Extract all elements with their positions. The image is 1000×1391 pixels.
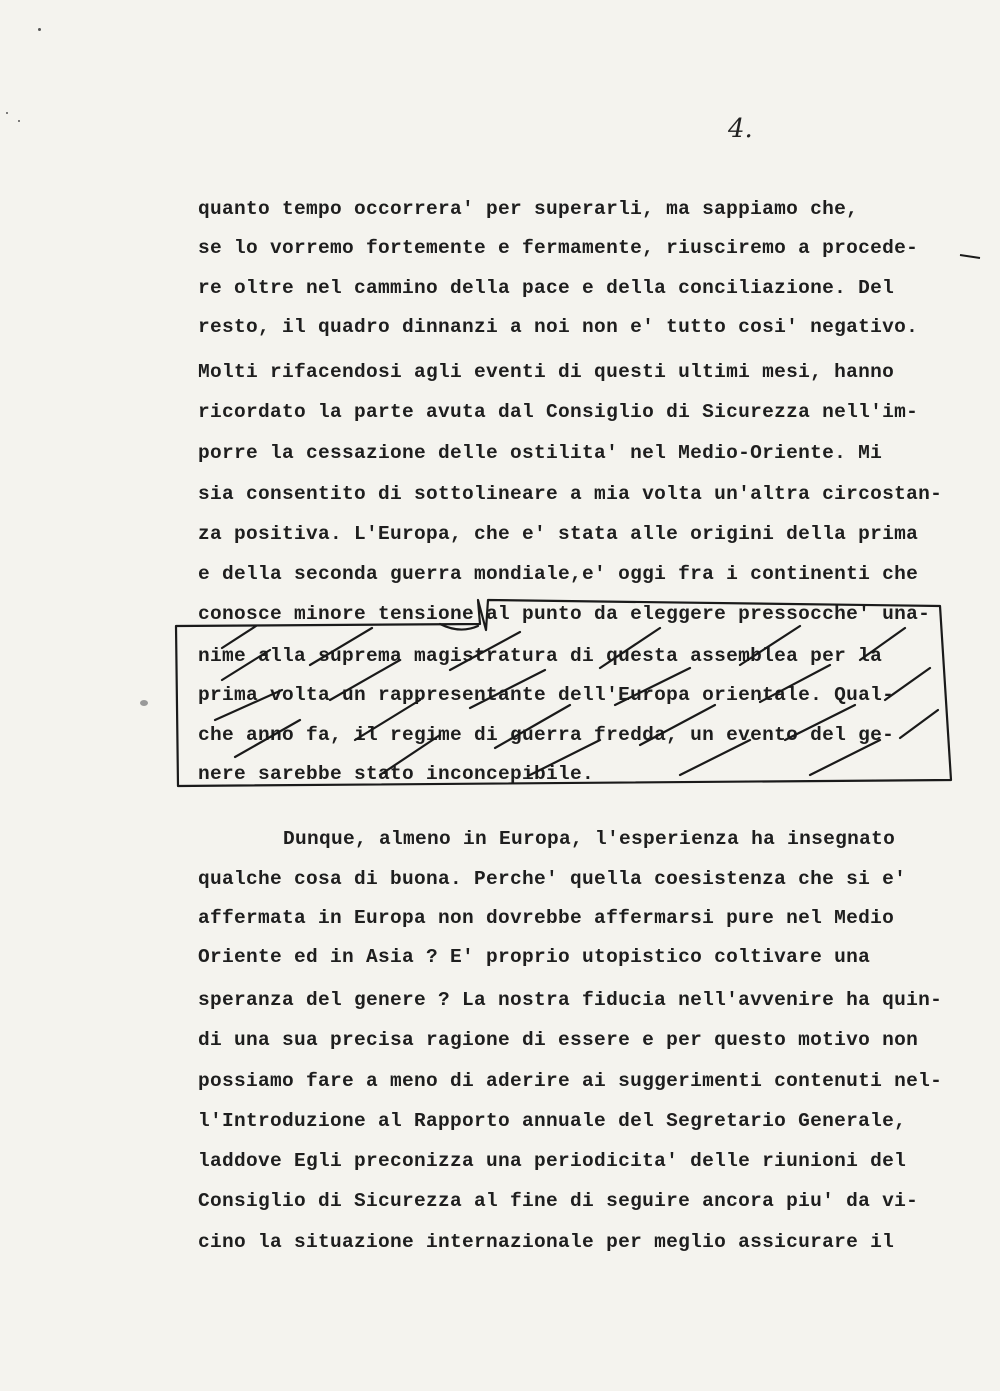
text-line: l'Introduzione al Rapporto annuale del Segretario Generale, xyxy=(198,1110,907,1132)
text-line: cino la situazione internazionale per meglio assicurare il xyxy=(198,1231,895,1253)
text-line: prima volta un rappresentante dell'Europa orientale. Qual- xyxy=(198,684,895,706)
text-line: se lo vorremo fortemente e fermamente, riusciremo a procede- xyxy=(198,237,919,259)
text-line: Molti rifacendosi agli eventi di questi ultimi mesi, hanno xyxy=(198,361,895,383)
text-line: qualche cosa di buona. Perche' quella coesistenza che si e' xyxy=(198,868,907,890)
text-line: affermata in Europa non dovrebbe affermarsi pure nel Medio xyxy=(198,907,895,929)
page-number: 4. xyxy=(728,114,753,144)
paper-speck xyxy=(140,700,148,706)
text-line: Dunque, almeno in Europa, l'esperienza ha insegnato xyxy=(283,828,896,850)
text-line: nere sarebbe stato inconcepibile. xyxy=(198,763,595,785)
text-line: Oriente ed in Asia ? E' proprio utopistico coltivare una xyxy=(198,946,871,968)
text-line: resto, il quadro dinnanzi a noi non e' tutto cosi' negativo. xyxy=(198,316,919,338)
text-line: re oltre nel cammino della pace e della conciliazione. Del xyxy=(198,277,895,299)
text-line: quanto tempo occorrera' per superarli, ma sappiamo che, xyxy=(198,198,859,220)
text-line: sia consentito di sottolineare a mia volta un'altra circostan- xyxy=(198,483,943,505)
text-line: za positiva. L'Europa, che e' stata alle origini della prima xyxy=(198,523,919,545)
text-line: porre la cessazione delle ostilita' nel Medio-Oriente. Mi xyxy=(198,442,883,464)
text-line: speranza del genere ? La nostra fiducia nell'avvenire ha quin- xyxy=(198,989,943,1011)
text-line: e della seconda guerra mondiale,e' oggi fra i continenti che xyxy=(198,563,919,585)
paper-speck xyxy=(18,120,20,122)
paper-speck xyxy=(38,28,41,31)
text-line: nime alla suprema magistratura di questa assemblea per la xyxy=(198,645,883,667)
text-line: conosce minore tensione al punto da eleggere pressocche' una- xyxy=(198,603,931,625)
text-line: possiamo fare a meno di aderire ai suggerimenti contenuti nel- xyxy=(198,1070,943,1092)
text-line: che anno fa, il regime di guerra fredda, un evento del ge- xyxy=(198,724,895,746)
text-line: ricordato la parte avuta dal Consiglio di Sicurezza nell'im- xyxy=(198,401,919,423)
text-line: di una sua precisa ragione di essere e per questo motivo non xyxy=(198,1029,919,1051)
text-line: Consiglio di Sicurezza al fine di seguire ancora piu' da vi- xyxy=(198,1190,919,1212)
text-line: laddove Egli preconizza una periodicita' delle riunioni del xyxy=(198,1150,907,1172)
paper-speck xyxy=(6,112,8,114)
